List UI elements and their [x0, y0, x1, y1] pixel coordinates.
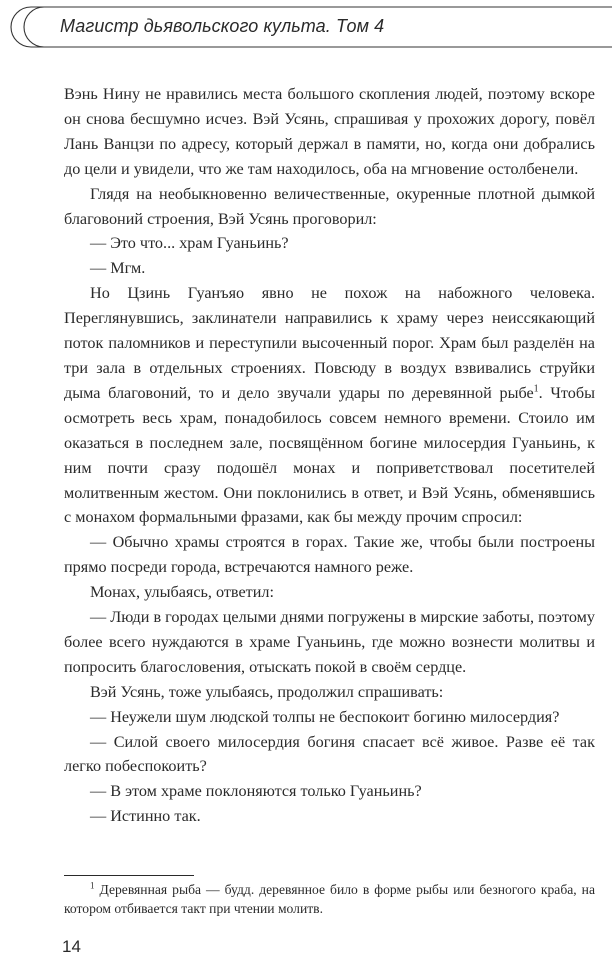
book-title: Магистр дьявольского культа. Том 4 [60, 16, 385, 36]
dialogue-line: — Силой своего милосердия богиня спасает всё живое. Разве её так легко побеспокоить? [64, 732, 595, 776]
dialogue-line: — Истинно так. [90, 807, 201, 826]
paragraph: Монах, улыбаясь, ответил: [90, 583, 274, 602]
page-number: 14 [62, 937, 81, 956]
dialogue-line: — Это что... храм Гуаньинь? [90, 234, 289, 253]
paragraph: Вэнь Нину не нравились места большого скопления людей, поэтому вскоре он снова бесшумно исчез. Вэй Усянь, спрашивая у прохожих дорогу, повёл Лань Ванцзи по адресу, который держал в памяти, но, когда они добрались до цели и увидели, что же там находилось, оба на мгновение остолбенели. [64, 85, 595, 178]
running-header [0, 0, 612, 56]
footnote-number: 1 [90, 880, 95, 891]
footnote-reference[interactable]: 1 [533, 383, 539, 395]
paragraph: Глядя на необыкновенно величественные, окуренные плотной дымкой благовоний строения, Вэй Усянь проговорил: [64, 184, 595, 228]
paragraph [64, 281, 595, 530]
paragraph-text: . Чтобы осмотреть весь храм, понадобилось совсем немного времени. Стоило им оказаться в последнем зале, посвящённом богине милосердия Гуаньинь, к ним почти сразу подошёл монах и поприветствовал посетителей молитвенным жестом. Они поклонились в ответ, и Вэй Усянь, обменявшись с монахом формальными фразами, как бы между прочим спросил: [64, 383, 595, 527]
dialogue-line: — В этом храме поклоняются только Гуаньинь? [90, 782, 422, 801]
dialogue-line: — Мгм. [90, 259, 146, 278]
footnote-divider [64, 875, 194, 876]
dialogue-line: — Обычно храмы строятся в горах. Такие же, чтобы были построены прямо посреди города, встречаются намного реже. [64, 533, 595, 577]
paragraph: Вэй Усянь, тоже улыбаясь, продолжил спрашивать: [90, 682, 444, 701]
dialogue-line: — Неужели шум людской толпы не беспокоит богиню милосердия? [90, 707, 560, 726]
dialogue-line: — Люди в городах целыми днями погружены в мирские заботы, поэтому более всего нуждаются в храме Гуаньинь, где можно вознести молитвы и попросить благословения, отыскать покой в своём сердце. [64, 608, 595, 676]
footnote-text: Деревянная рыба — будд. деревянное било в форме рыбы или безногого краба, на котором отбивается такт при чтении молитв. [64, 882, 595, 916]
footnote [64, 880, 595, 918]
paragraph-text: Но Цзинь Гуанъяо явно не похож на набожного человека. Переглянувшись, заклинатели направились к храму через неиссякающий поток паломников и переступили высоченный порог. Храм был разделён на три зала в отдельных строениях. Повсюду в воздух взвивались струйки дыма благовоний, то и дело звучали удары по деревянной рыбе [64, 284, 595, 402]
main-text [64, 82, 595, 829]
